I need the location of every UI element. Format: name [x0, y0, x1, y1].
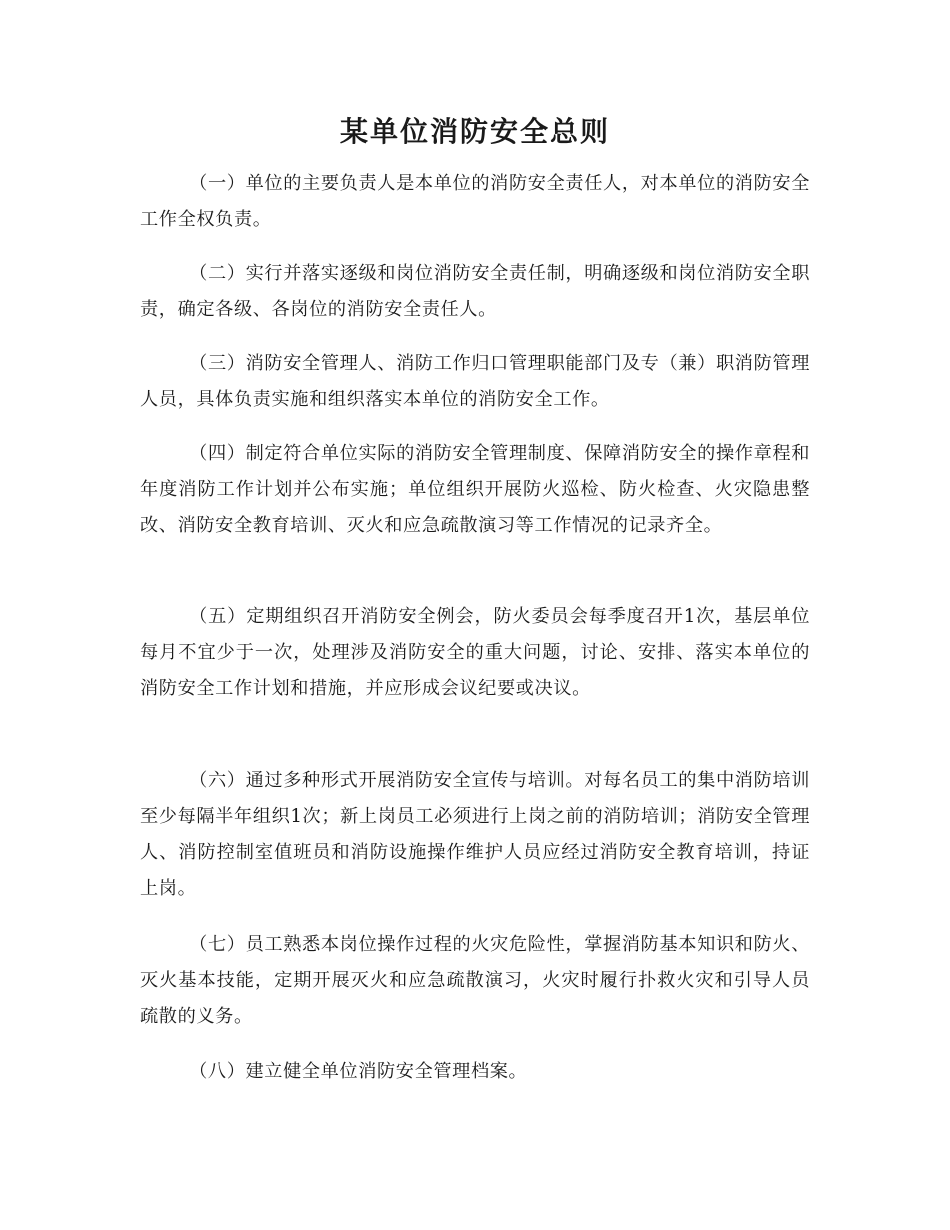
article-4: （四）制定符合单位实际的消防安全管理制度、保障消防安全的操作章程和年度消防工作计划并公布实施；单位组织开展防火巡检、防火检查、火灾隐患整改、消防安全教育培训、灭火和应急疏散演习等工作情况的记录齐全。 [140, 443, 810, 536]
document-title: 某单位消防安全总则 [339, 115, 610, 148]
article-6: （六）通过多种形式开展消防安全宣传与培训。对每名员工的集中消防培训至少每隔半年组织1次；新上岗员工必须进行上岗之前的消防培训；消防安全管理人、消防控制室值班员和消防设施操作维护人员应经过消防安全教育培训，持证上岗。 [140, 770, 810, 899]
article-7: （七）员工熟悉本岗位操作过程的火灾危险性，掌握消防基本知识和防火、灭火基本技能，定期开展灭火和应急疏散演习，火灾时履行扑救火灾和引导人员疏散的义务。 [140, 934, 810, 1027]
article-2: （二）实行并落实逐级和岗位消防安全责任制，明确逐级和岗位消防安全职责，确定各级、各岗位的消防安全责任人。 [140, 263, 810, 320]
article-1: （一）单位的主要负责人是本单位的消防安全责任人，对本单位的消防安全工作全权负责。 [140, 173, 810, 230]
article-8: （八）建立健全单位消防安全管理档案。 [189, 1061, 528, 1082]
article-3: （三）消防安全管理人、消防工作归口管理职能部门及专（兼）职消防管理人员，具体负责实施和组织落实本单位的消防安全工作。 [140, 353, 810, 410]
article-5: （五）定期组织召开消防安全例会，防火委员会每季度召开1次，基层单位每月不宜少于一次，处理涉及消防安全的重大问题，讨论、安排、落实本单位的消防安全工作计划和措施，并应形成会议纪要或决议。 [140, 606, 810, 699]
